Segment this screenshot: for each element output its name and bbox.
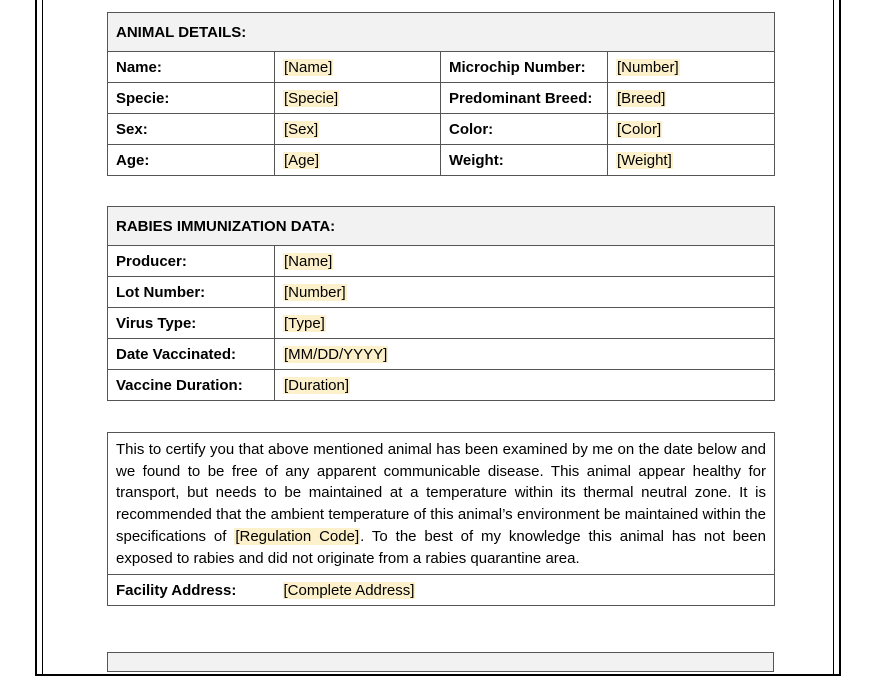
specie-label: Specie:	[108, 83, 275, 114]
microchip-value[interactable]: [Number]	[617, 58, 679, 76]
animal-details-heading: ANIMAL DETAILS:	[108, 13, 775, 52]
statement-text-before: This to certify you that above mentioned animal has been examined by me on the date below and we found to be free of any apparent communicable disease. This animal appear healthy for transport, but needs to be maintained at a temperature within its thermal neutral zone. It is recommended that the ambient temperature of this animal’s environment be maintained within the specifications of	[116, 441, 766, 545]
regulation-code-value[interactable]: [Regulation Code]	[235, 527, 360, 545]
table-row	[108, 83, 775, 114]
table-row	[108, 308, 775, 339]
age-label: Age:	[108, 145, 275, 176]
sex-label: Sex:	[108, 114, 275, 145]
table-row	[108, 52, 775, 83]
breed-field[interactable]	[608, 83, 775, 114]
lot-number-label: Lot Number:	[108, 277, 275, 308]
microchip-field[interactable]	[608, 52, 775, 83]
table-row	[108, 277, 775, 308]
specie-field[interactable]	[275, 83, 441, 114]
color-field[interactable]	[608, 114, 775, 145]
facility-address-field[interactable]	[275, 575, 775, 606]
statement-text-after: . To the best of my knowledge this animal has not been exposed to rabies and did not originate from a rabies quarantine area.	[116, 527, 766, 567]
virus-type-field[interactable]	[275, 308, 775, 339]
age-field[interactable]	[275, 145, 441, 176]
vaccine-duration-field[interactable]	[275, 370, 775, 401]
table-row	[108, 370, 775, 401]
date-vaccinated-field[interactable]	[275, 339, 775, 370]
name-label: Name:	[108, 52, 275, 83]
rabies-heading: RABIES IMMUNIZATION DATA:	[108, 207, 775, 246]
facility-address-label: Facility Address:	[108, 575, 275, 606]
vaccine-duration-value[interactable]: [Duration]	[284, 376, 350, 394]
weight-label: Weight:	[441, 145, 608, 176]
lot-number-value[interactable]: [Number]	[284, 283, 346, 301]
sex-field[interactable]	[275, 114, 441, 145]
color-value[interactable]: [Color]	[617, 120, 662, 138]
breed-value[interactable]: [Breed]	[617, 89, 666, 107]
microchip-label: Microchip Number:	[441, 52, 608, 83]
lot-number-field[interactable]	[275, 277, 775, 308]
producer-field[interactable]	[275, 246, 775, 277]
producer-value[interactable]: [Name]	[284, 252, 333, 270]
table-row	[108, 575, 775, 606]
name-field[interactable]	[275, 52, 441, 83]
table-row	[108, 246, 775, 277]
certification-statement	[108, 433, 775, 575]
age-value[interactable]: [Age]	[284, 151, 320, 169]
virus-type-label: Virus Type:	[108, 308, 275, 339]
animal-details-table	[107, 12, 775, 176]
vaccine-duration-label: Vaccine Duration:	[108, 370, 275, 401]
weight-value[interactable]: [Weight]	[617, 151, 672, 169]
table-row	[108, 145, 775, 176]
next-section-header	[107, 652, 774, 672]
table-row	[108, 339, 775, 370]
certification-table	[107, 432, 775, 606]
specie-value[interactable]: [Specie]	[284, 89, 339, 107]
virus-type-value[interactable]: [Type]	[284, 314, 325, 332]
producer-label: Producer:	[108, 246, 275, 277]
date-vaccinated-value[interactable]: [MM/DD/YYYY]	[284, 345, 388, 363]
weight-field[interactable]	[608, 145, 775, 176]
color-label: Color:	[441, 114, 608, 145]
rabies-immunization-table	[107, 206, 775, 401]
facility-address-value[interactable]: [Complete Address]	[283, 581, 415, 599]
sex-value[interactable]: [Sex]	[284, 120, 319, 138]
table-row	[108, 114, 775, 145]
name-value[interactable]: [Name]	[284, 58, 333, 76]
date-vaccinated-label: Date Vaccinated:	[108, 339, 275, 370]
breed-label: Predominant Breed:	[441, 83, 608, 114]
